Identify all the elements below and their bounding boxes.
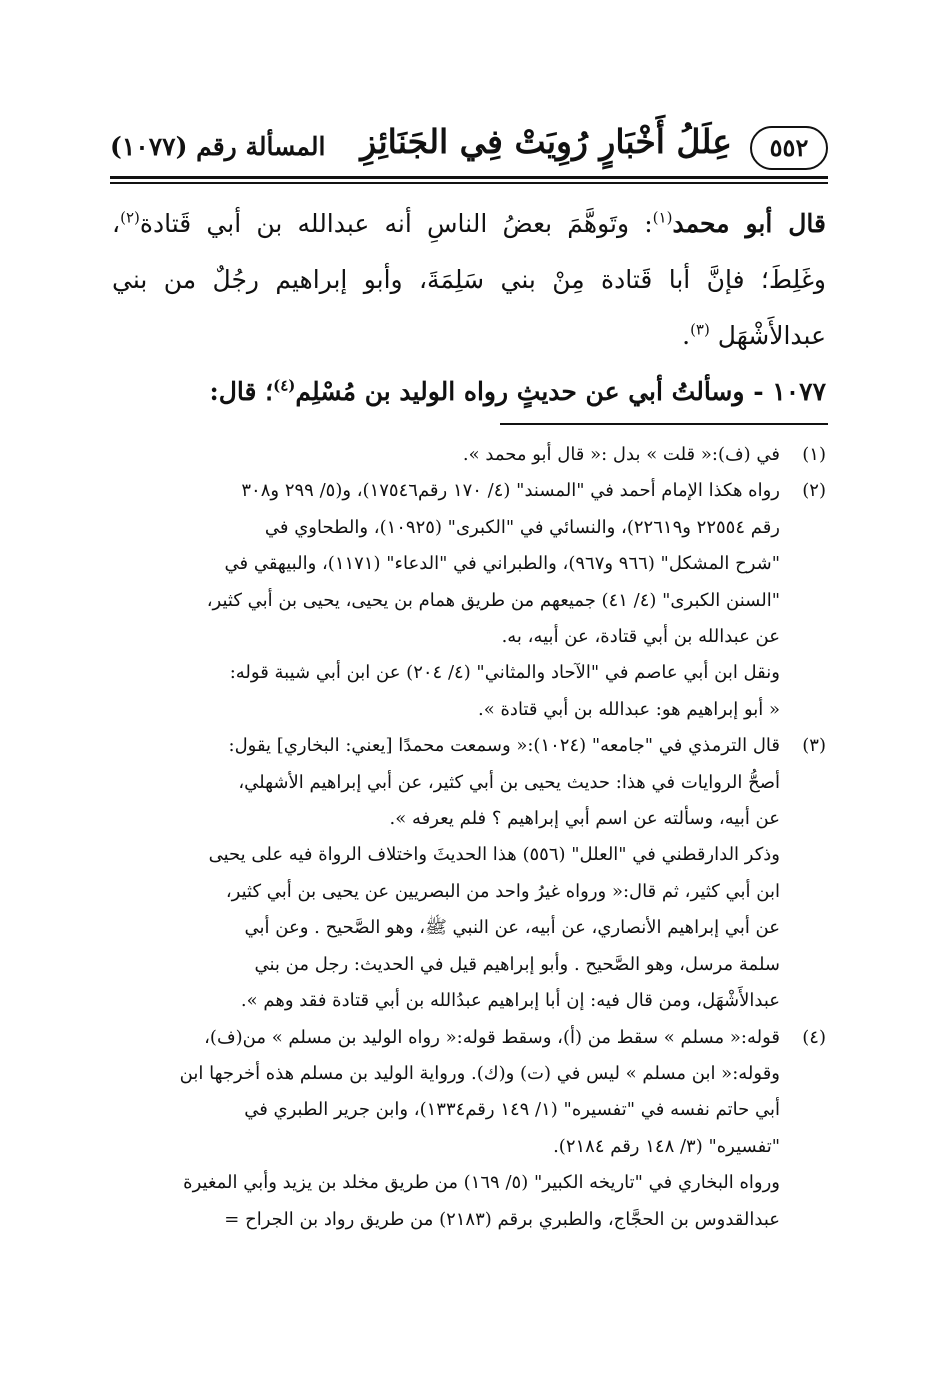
entry-paragraph	[112, 364, 826, 420]
entry-text-end: ؛ قال:	[209, 377, 274, 406]
main-text	[112, 196, 826, 420]
footnote-line: أصحُّ الروايات في هذا: حديث يحيى بن أبي كثير، عن أبي إبراهيم الأشهلي،	[238, 771, 780, 793]
page-header	[110, 118, 828, 174]
footnote-line: وقوله:« ابن مسلم » ليس في (ت) و(ك). ورواية الوليد بن مسلم هذه أخرجها ابن	[179, 1062, 780, 1084]
footnote-separator	[500, 423, 828, 425]
footnote-line: عبدالقدوس بن الحجَّاج، والطبري برقم (٢١٨٣) من طريق رواد بن الجراح =	[224, 1208, 780, 1230]
main-text-segment: ، وغَلِطَ؛ فإنَّ أبا قَتادة مِنْ بني سَلِمَةَ، وأبو إبراهيم رجُلٌ من	[112, 209, 826, 294]
footnote-line: عن عبدالله بن أبي قتادة، عن أبيه، به.	[501, 626, 780, 648]
main-text-segment: : وتَوهَّمَ بعضُ الناسِ أنه عبدالله بن أبي	[206, 209, 653, 238]
footnote-line: عبدالأَشْهَل، ومن قال فيه: إن أبا إبراهيم عبدُالله بن أبي قتادة فقد وهم ».	[240, 990, 780, 1012]
footnote-line: عن أبيه، وسألته عن اسم أبي إبراهيم ؟ فلم يعرفه ».	[389, 808, 780, 830]
footnote-ref: (٣)	[690, 320, 710, 339]
footnote-line: ونقل ابن أبي عاصم في "الآحاد والمثاني" (٤/ ٢٠٤) عن ابن أبي شيبة قوله:	[229, 662, 780, 684]
footnote-line: قوله:« مسلم » سقط من (أ)، وسقط قوله:« رواه الوليد بن مسلم » من(ف)،	[204, 1026, 780, 1048]
footnote-line: "السنن الكبرى" (٤/ ٤١) جميعهم من طريق همام بن يحيى، يحيى بن أبي كثير،	[206, 589, 780, 611]
footnote-2	[110, 473, 826, 655]
footnote-number: (٤)	[802, 1026, 826, 1048]
footnote-line: "تفسيره" (٣/ ١٤٨ رقم ٢١٨٤).	[553, 1135, 780, 1157]
footnote-ref: (١)	[652, 208, 673, 227]
footnote-line: رقم ٢٢٥٥٤ و٢٢٦١٩)، والنسائي في "الكبرى" (١٠٩٢٥)، والطحاوي في	[264, 516, 780, 538]
footnote-line: وذكر الدارقطني في "العلل" (٥٥٦) هذا الحديثَ واختلاف الرواة فيه على يحيى	[208, 844, 780, 866]
footnote-line: "شرح المشكل" (٩٦٦ و٩٦٧)، والطبراني في "الدعاء" (١١٧١)، والبيهقي في	[224, 553, 780, 575]
footnote-line: عن أبي إبراهيم الأنصاري، عن أبيه، عن النبي ﷺ، وهو الصَّحيح . وعن أبي	[244, 917, 780, 939]
main-text-segment: .	[682, 321, 691, 350]
main-paragraph	[112, 196, 826, 364]
entry-number: ١٠٧٧ -	[753, 377, 826, 406]
footnote-number: (١)	[802, 444, 826, 465]
footnote-line: « أبو إبراهيم هو: عبدالله بن أبي قتادة ».	[478, 698, 780, 720]
footnote-number: (٣)	[802, 735, 826, 757]
main-text-segment: قَتادة	[139, 209, 192, 238]
header-rule-bottom	[110, 182, 828, 184]
book-title: عِلَلُ أَخْبَارٍ رُوِيَتْ فِي الجَنَائِزِ	[360, 122, 732, 161]
entry-text: وسألتُ أبي عن حديثٍ رواه الوليد بن مُسْلِم	[295, 377, 745, 406]
footnote-ref: (٤)	[273, 376, 296, 395]
footnote-number: (٢)	[802, 480, 826, 502]
footnote-line: في (ف):« قلت » بدل :« قال أبو محمد ».	[462, 444, 780, 465]
footnote-line: أبي حاتم نفسه في "تفسيره" (١/ ١٤٩ رقم١٣٣٤)، وابن جرير الطبري في	[244, 1099, 780, 1121]
header-rule-top	[110, 176, 828, 179]
main-text-segment: بني عبدالأَشْهَل	[112, 265, 826, 350]
footnote-3	[110, 728, 826, 837]
footnote-line: رواه هكذا الإمام أحمد في "المسند" (٤/ ١٧٠ رقم١٧٥٤٦)، و(٥/ ٢٩٩ و٣٠٨	[241, 480, 780, 502]
footnote-line: سلمة مرسل، وهو الصَّحيح . وأبو إبراهيم قيل في الحديث: رجل من بني	[254, 953, 780, 975]
footnote-line: ورواه البخاري في "تاريخه الكبير" (٥/ ١٦٩) من طريق مخلد بن يزيد وأبي المغيرة	[183, 1172, 780, 1194]
page-number: ٥٥٢	[750, 126, 828, 170]
footnote-line: قال الترمذي في "جامعه" (١٠٢٤):« وسمعت محمدًا [يعني: البخاري] يقول:	[228, 735, 780, 757]
footnotes	[110, 437, 826, 1238]
footnote-line: ابن أبي كثير، ثم قال:« ورواه غيرُ واحد من البصريين عن يحيى بن أبي كثير،	[225, 880, 780, 902]
speaker-lead: قال أبو محمد	[672, 209, 826, 238]
footnote-ref: (٢)	[120, 208, 140, 227]
footnote-1	[110, 437, 826, 473]
footnote-4	[110, 1020, 826, 1166]
issue-label: المسألة رقم (١٠٧٧)	[110, 132, 326, 161]
